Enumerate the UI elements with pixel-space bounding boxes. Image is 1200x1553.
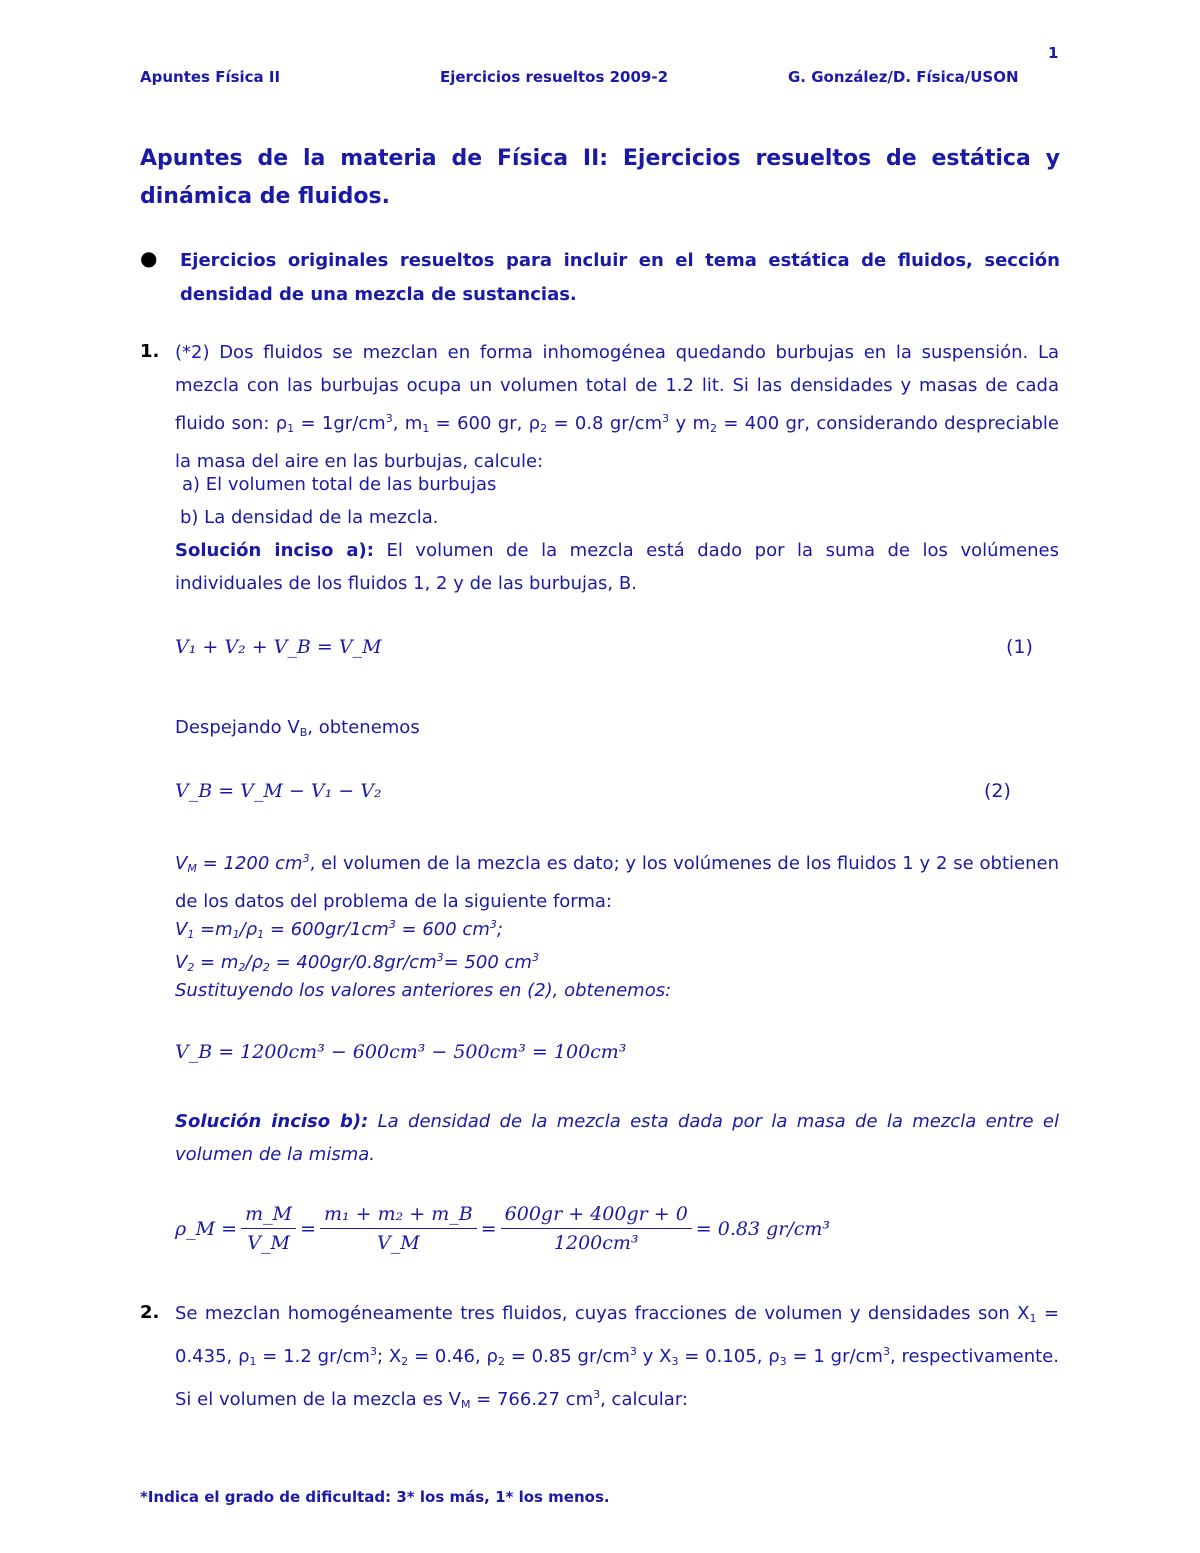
header-left: Apuntes Física II xyxy=(140,68,281,86)
equation-3: V_B = 1200cm³ − 600cm³ − 500cm³ = 100cm³ xyxy=(175,1041,627,1063)
problem-2-statement: Se mezclan homogéneamente tres fluidos, cuyas fracciones de volumen y densidades son $X_1 = 0.435$, $\rho_1 = 1.2$ $gr/cm^3$; $X_2 = 0.46$, $\rho_2 = 0.85$ $gr/cm^3$ y $X_3 = 0.105$, $\rho_3 = 1$ $gr/cm^3$, respectivamente. Si el volumen de la mezcla es $V_M = 766.27$ $cm^3$, calcular: xyxy=(175,1303,1059,1411)
header-center: Ejercicios resueltos 2009-2 xyxy=(440,68,669,86)
eq4-fraction-2: $\frac{\text{m₁ + m₂ + m\_B}}{V\_M}$ xyxy=(320,1203,477,1254)
equation-4: ρ_M = $\frac{m\_M}{V\_M}$ = $\frac{\text{m₁ + m₂ + m\_B}}{V\_M}$ = $\frac{600gr + 400gr + 0}{\text{1200cm³}}$ = 0.83 gr/cm³ xyxy=(175,1203,831,1254)
item-a: a) El volumen total de las burbujas xyxy=(182,474,497,495)
problem-2-number: 2. xyxy=(140,1302,160,1323)
eq4-fraction-1: $\frac{m\_M}{V\_M}$ xyxy=(241,1203,296,1254)
eq4-result: = 0.83 gr/cm³ xyxy=(695,1217,831,1240)
header-right: G. González/D. Física/USON xyxy=(788,68,1019,86)
v2-formula: $V_2 = m_2/\rho_2 = 400gr/0.8gr/cm^3= 500$ $cm^3$ xyxy=(175,951,539,974)
vm-text: $V_M = 1200$ $cm^3$, el volumen de la mezcla es dato; y los volúmenes de los fluidos 1 y 2 se obtienen de los datos del problema de la siguiente forma: xyxy=(175,852,1059,912)
footnote: *Indica el grado de dificultad: 3* los más, 1* los menos. xyxy=(140,1488,610,1506)
solution-b: Solución inciso b): La densidad de la mezcla esta dada por la masa de la mezcla entre el volumen de la misma. xyxy=(175,1111,1059,1165)
equation-1: V₁ + V₂ + V_B = V_M xyxy=(175,636,382,658)
equation-2: V_B = V_M − V₁ − V₂ xyxy=(175,780,382,802)
bullet-icon: ● xyxy=(140,246,158,270)
eq4-lhs: ρ_M = xyxy=(175,1217,238,1240)
problem-1-statement: (*2) Dos fluidos se mezclan en forma inhomogénea quedando burbujas en la suspensión. La mezcla con las burbujas ocupa un volumen total de 1.2 lit. Si las densidades y masas de cada fluido son: $\rho_1 = 1gr/cm^3$, $m_1 = 600$ gr, $\rho_2 = 0.8$ $gr/cm^3$ y $m_2 = 400$ gr, considerando despreciable la masa del aire en las burbujas, calcule: xyxy=(175,342,1059,472)
solution-a: Solución inciso a): El volumen de la mezcla está dado por la suma de los volúmenes individuales de los fluidos 1, 2 y de las burbujas, B. xyxy=(175,540,1060,594)
sustituyendo-text: Sustituyendo los valores anteriores en (2), obtenemos: xyxy=(175,980,672,1001)
item-b: b) La densidad de la mezcla. xyxy=(180,507,439,528)
equation-2-number: (2) xyxy=(984,780,1011,802)
page-title: Apuntes de la materia de Física II: Ejercicios resueltos de estática y dinámica de fluidos. xyxy=(140,146,1060,209)
page-number: 1 xyxy=(1048,44,1059,62)
bullet-text: Ejercicios originales resueltos para incluir en el tema estática de fluidos, sección densidad de una mezcla de sustancias. xyxy=(180,250,1060,305)
problem-1-number: 1. xyxy=(140,341,160,362)
despejando-text: Despejando $V_B$, obtenemos xyxy=(175,717,420,739)
eq4-fraction-3: $\frac{600gr + 400gr + 0}{\text{1200cm³}}$ xyxy=(501,1203,692,1254)
equation-1-number: (1) xyxy=(1006,636,1033,658)
v1-formula: $V_1 =m_1/\rho_1 = 600gr/1cm^3 = 600$ $cm^3$; xyxy=(175,918,503,941)
